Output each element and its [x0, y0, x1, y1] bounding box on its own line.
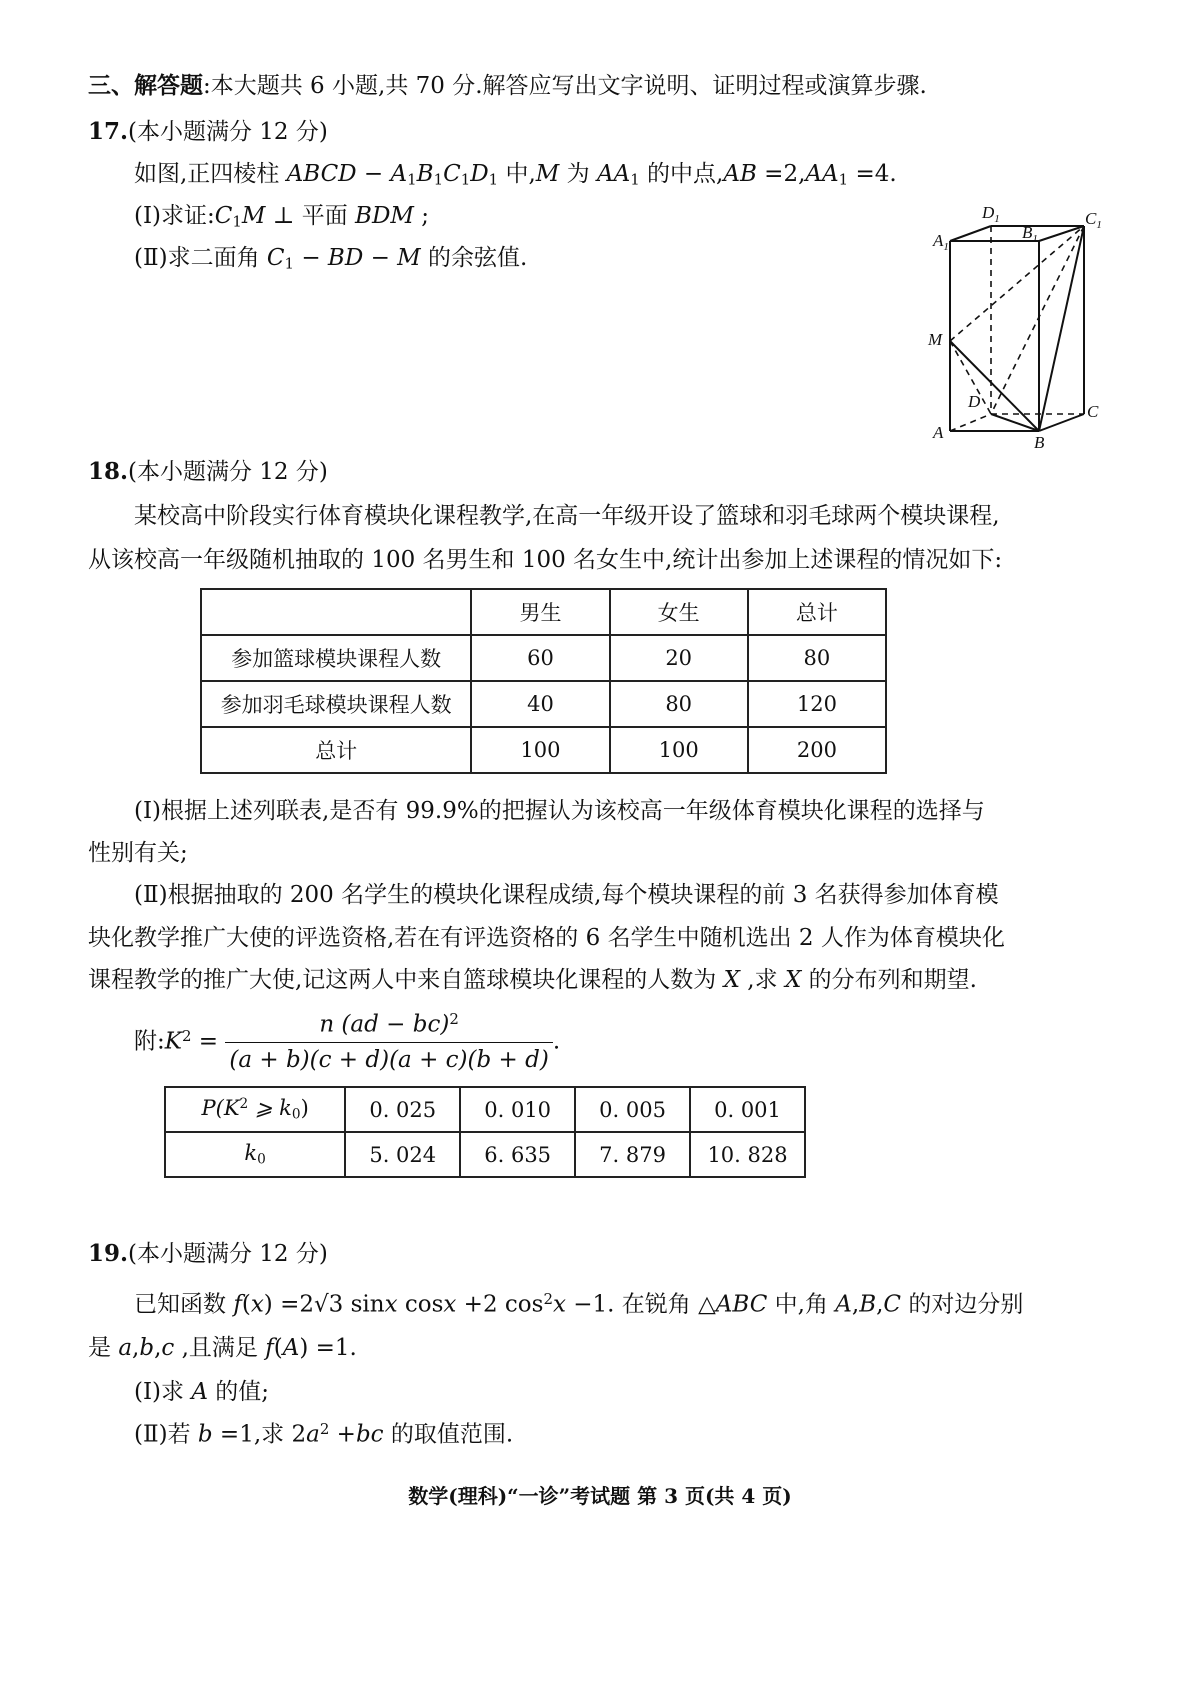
table-cell — [165, 1132, 345, 1177]
text: ( — [241, 1291, 251, 1318]
q18-score-note: (本小题满分 12 分) — [128, 459, 328, 485]
text: =1,求 2 — [212, 1421, 307, 1448]
math: M — [535, 161, 560, 187]
text: =4. — [848, 161, 897, 187]
label-M: M — [928, 330, 943, 349]
math: A — [282, 1335, 300, 1361]
table-cell — [165, 1087, 345, 1132]
text: ,且满足 — [174, 1335, 266, 1361]
hidden-edge-AD — [950, 414, 991, 431]
math: x — [250, 1291, 264, 1318]
table-cell: 40 — [471, 681, 609, 727]
text: , — [876, 1291, 884, 1318]
math: X — [723, 967, 740, 993]
math: K — [164, 1028, 182, 1055]
text: 中,角 — [767, 1291, 836, 1318]
table-header-cell: 男生 — [471, 589, 609, 635]
text: ,求 — [740, 967, 785, 993]
section-instructions: :本大题共 6 小题,共 70 分.解答应写出文字说明、证明过程或演算步骤. — [203, 73, 927, 99]
fraction-numerator — [225, 1010, 552, 1043]
table-cell: 20 — [610, 635, 748, 681]
text: , — [154, 1335, 162, 1361]
k-squared-formula — [134, 1010, 560, 1075]
math: X — [784, 967, 802, 993]
section-title: 三、解答题 — [88, 72, 203, 99]
math-sub: 1 — [838, 170, 849, 189]
math-sup: 2 — [449, 1010, 459, 1028]
math: a — [306, 1421, 320, 1448]
text: ; — [413, 203, 430, 229]
math: a — [118, 1335, 133, 1361]
math: P(K — [201, 1096, 240, 1121]
text: 课程教学的推广大使,记这两人中来自篮球模块化课程的人数为 — [88, 967, 724, 993]
label-C1: $C_1$ — [1085, 209, 1102, 231]
text: ) =2√3 sin — [263, 1291, 385, 1318]
table-cell: 200 — [748, 727, 886, 773]
math: AB — [723, 161, 757, 187]
math-sub: 1 — [232, 212, 242, 231]
hidden-edge-C1D — [991, 226, 1084, 414]
edge-C1B — [1039, 226, 1084, 431]
table-row — [165, 1087, 805, 1132]
math-sub: 1 — [460, 170, 471, 189]
text: 的值; — [207, 1379, 270, 1405]
math: b — [197, 1421, 213, 1448]
q18-part1-line2: 性别有关; — [88, 840, 188, 866]
q18-para-line2: 从该校高一年级随机抽取的 100 名男生和 100 名女生中,统计出参加上述课程的情况如下: — [88, 547, 1003, 573]
edge-MB — [950, 341, 1039, 431]
math: x — [384, 1291, 398, 1318]
edge-A1B1 — [950, 226, 991, 241]
math: A — [390, 161, 408, 187]
q18-part2-line3 — [88, 966, 977, 995]
table-cell: 6. 635 — [460, 1132, 575, 1177]
table-cell: 120 — [748, 681, 886, 727]
contingency-table — [200, 588, 887, 774]
math: C — [883, 1291, 902, 1318]
q18-number: 18. — [88, 458, 129, 485]
table-header-row — [201, 589, 886, 635]
label-B1: $B_1$ — [1022, 223, 1038, 245]
q19-part2 — [134, 1420, 513, 1449]
table-header-cell — [201, 589, 471, 635]
edge-BC — [1039, 414, 1084, 431]
table-cell: 10. 828 — [690, 1132, 805, 1177]
text: (Ⅱ)求二面角 — [134, 245, 267, 271]
table-row — [201, 635, 886, 681]
text: 已知函数 — [134, 1291, 234, 1318]
label-A1: $A_1$ — [933, 231, 949, 253]
text: . — [552, 1028, 561, 1055]
math-sup: 2 — [319, 1420, 330, 1438]
q18-part1-line1: (Ⅰ)根据上述列联表,是否有 99.9%的把握认为该校高一年级体育模块化课程的选择与 — [134, 798, 985, 824]
math: n (ad − bc) — [319, 1011, 450, 1038]
math: AA — [805, 161, 839, 187]
q17-score-note: (本小题满分 12 分) — [128, 119, 328, 145]
math: C — [443, 161, 461, 187]
critical-value-table — [164, 1086, 806, 1178]
text: , — [851, 1291, 860, 1318]
text: 为 — [559, 161, 597, 187]
text: 的余弦值. — [420, 245, 528, 271]
math: bc — [355, 1421, 384, 1448]
table-cell: 参加羽毛球模块课程人数 — [201, 681, 471, 727]
table-cell: 100 — [471, 727, 609, 773]
math: x — [443, 1291, 457, 1318]
text: ⊥ 平面 — [265, 203, 356, 229]
math: x — [552, 1291, 566, 1318]
fraction — [225, 1010, 552, 1075]
math: C — [266, 245, 285, 271]
hidden-edge-MC1 — [950, 226, 1084, 341]
q19-stem-line1 — [134, 1290, 1023, 1319]
math: B — [859, 1291, 877, 1318]
table-cell: 总计 — [201, 727, 471, 773]
q19-stem-line2 — [88, 1334, 357, 1363]
table-row — [165, 1132, 805, 1177]
label-B: B — [1034, 433, 1045, 452]
text: 的中点, — [639, 161, 724, 187]
label-C: C — [1087, 402, 1099, 421]
text: 的分布列和期望. — [801, 967, 977, 993]
math-sub: 1 — [488, 170, 499, 189]
q19-part1 — [134, 1378, 269, 1407]
q17-stem — [134, 160, 897, 189]
text: − — [294, 245, 328, 271]
prism-figure — [900, 196, 1102, 452]
math: ) — [300, 1096, 309, 1121]
label-D: D — [968, 392, 981, 411]
math: M — [397, 245, 421, 271]
q18-header — [88, 458, 328, 487]
table-cell: 参加篮球模块课程人数 — [201, 635, 471, 681]
q17-part2 — [134, 244, 527, 273]
table-cell: 80 — [610, 681, 748, 727]
math: A — [191, 1379, 208, 1405]
table-header-cell: 女生 — [610, 589, 748, 635]
label-A: A — [933, 423, 944, 442]
q18-part2-line1: (Ⅱ)根据抽取的 200 名学生的模块化课程成绩,每个模块课程的前 3 名获得参加体育模 — [134, 882, 999, 908]
math: ABC — [715, 1291, 768, 1318]
q17-part1 — [134, 202, 429, 231]
table-cell: 7. 879 — [575, 1132, 690, 1177]
text: 如图,正四棱柱 — [134, 161, 287, 187]
text: ) =1. — [299, 1335, 357, 1361]
table-cell: 0. 025 — [345, 1087, 460, 1132]
label-D1: $D_1$ — [982, 203, 1000, 225]
text: = — [191, 1028, 219, 1055]
text: (Ⅱ)若 — [134, 1421, 198, 1448]
text: (Ⅰ)求证: — [134, 203, 215, 229]
q19-score-note: (本小题满分 12 分) — [128, 1241, 328, 1267]
math-sub: 1 — [407, 170, 417, 189]
table-row — [201, 681, 886, 727]
table-cell: 0. 010 — [460, 1087, 575, 1132]
q18-part2-line2: 块化教学推广大使的评选资格,若在有评选资格的 6 名学生中随机选出 2 人作为体育模块化 — [88, 925, 1005, 951]
text: , — [132, 1335, 140, 1361]
math: f — [233, 1291, 242, 1318]
text: +2 cos — [456, 1291, 544, 1318]
math-sub: 0 — [291, 1106, 301, 1123]
math: f — [265, 1335, 274, 1361]
text: cos — [397, 1291, 444, 1318]
text: − — [363, 245, 398, 271]
q18-para-line1: 某校高中阶段实行体育模块化课程教学,在高一年级开设了篮球和羽毛球两个模块课程, — [134, 503, 1000, 529]
math-sup: 2 — [181, 1027, 192, 1046]
section-heading — [88, 72, 927, 101]
math-sup: 2 — [543, 1290, 553, 1308]
text: − — [356, 161, 391, 187]
text: 是 — [88, 1335, 119, 1361]
fraction-denominator: (a + b)(c + d)(a + c)(b + d) — [229, 1047, 549, 1074]
table-cell: 100 — [610, 727, 748, 773]
table-cell: 0. 001 — [690, 1087, 805, 1132]
math: B — [416, 161, 434, 187]
table-row — [201, 727, 886, 773]
math-sub: 1 — [284, 254, 295, 273]
table-cell: 80 — [748, 635, 886, 681]
text: 中, — [498, 161, 536, 187]
text: + — [329, 1421, 356, 1448]
text: 的取值范围. — [383, 1421, 514, 1448]
q17-number: 17. — [88, 118, 129, 145]
text: 附: — [134, 1028, 165, 1055]
math: A — [835, 1291, 852, 1318]
table-cell: 60 — [471, 635, 609, 681]
math: AA — [596, 161, 631, 187]
math-sub: 0 — [257, 1151, 266, 1168]
math: BD — [327, 245, 364, 271]
text: (Ⅰ)求 — [134, 1379, 192, 1405]
text: ( — [273, 1335, 283, 1361]
math: ABCD — [286, 161, 357, 187]
q19-header — [88, 1240, 328, 1269]
text: 的对边分别 — [901, 1291, 1024, 1318]
math-sub: 1 — [433, 170, 444, 189]
text: =2, — [756, 161, 806, 187]
table-header-cell: 总计 — [748, 589, 886, 635]
math: ⩾ k — [248, 1096, 292, 1121]
q19-number: 19. — [88, 1240, 129, 1267]
math: C — [214, 203, 233, 229]
page-footer: 数学(理科)“一诊”考试题 第 3 页(共 4 页) — [408, 1484, 792, 1508]
math: BDM — [355, 203, 414, 229]
text: −1. 在锐角 △ — [565, 1291, 716, 1318]
math-sup: 2 — [239, 1096, 249, 1113]
math: c — [161, 1335, 175, 1361]
math: D — [470, 161, 489, 187]
math: M — [241, 203, 266, 229]
math: b — [139, 1335, 155, 1361]
math-sub: 1 — [630, 170, 640, 189]
math: k — [244, 1141, 258, 1166]
q17-header — [88, 118, 328, 147]
table-cell: 5. 024 — [345, 1132, 460, 1177]
table-cell: 0. 005 — [575, 1087, 690, 1132]
